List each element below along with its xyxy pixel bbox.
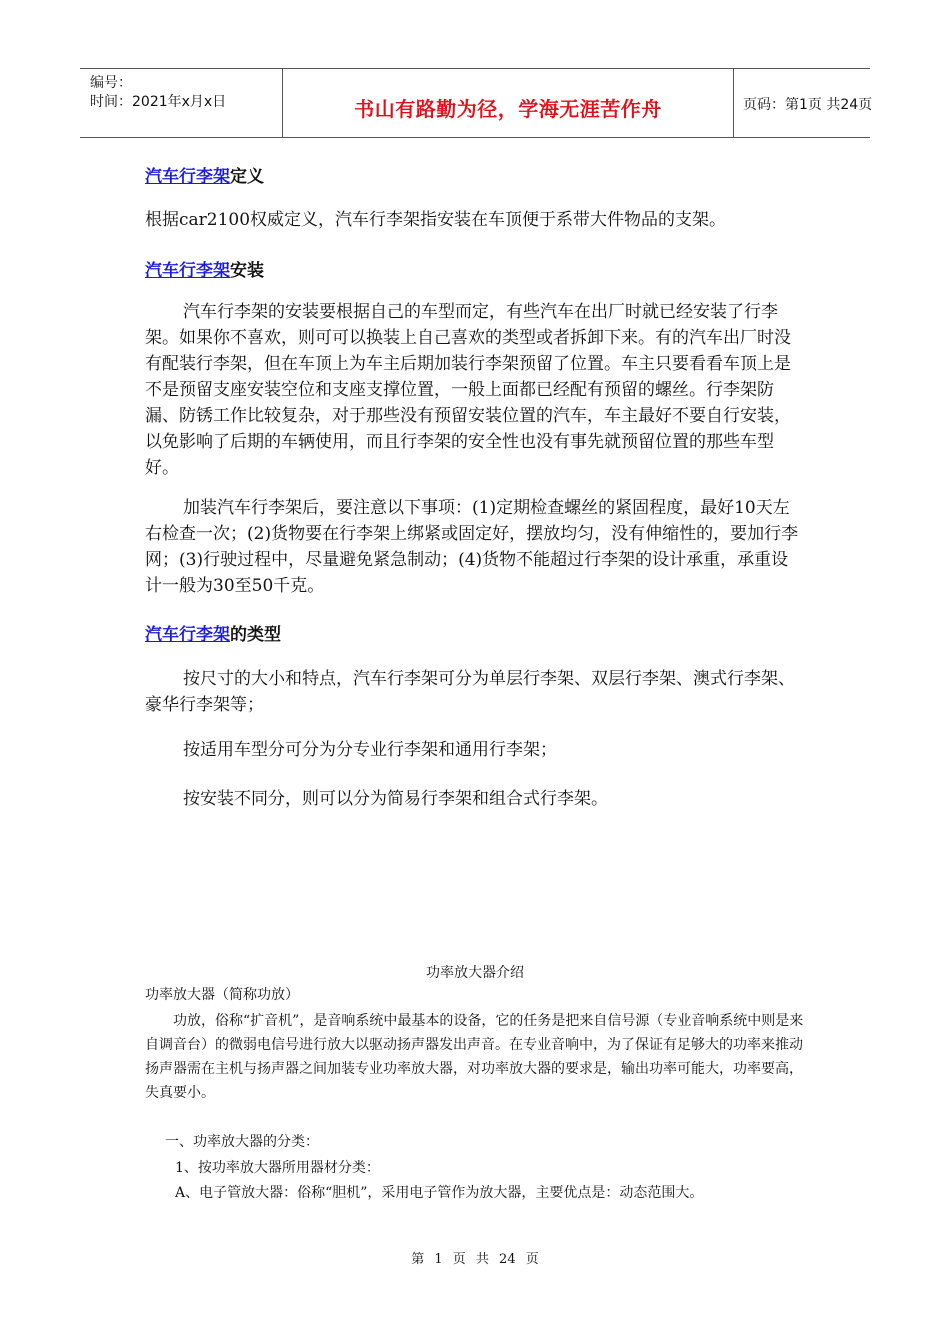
document-header	[80, 68, 873, 138]
heading-definition	[145, 162, 264, 187]
amp-title: 功率放大器介绍	[426, 965, 524, 981]
heading-definition-link[interactable]: 汽车行李架	[145, 167, 230, 187]
paragraph-type-2: 按适用车型分可分为分专业行李架和通用行李架；	[183, 740, 557, 760]
heading-types-link[interactable]: 汽车行李架	[145, 625, 230, 645]
paragraph-install-2: 加装汽车行李架后，要注意以下事项：(1)定期检查螺丝的紧固程度，最好10天左右检查一次；(2)货物要在行李架上绑紧或固定好，摆放均匀，没有伸缩性的，要加行李网；(3)行驶过程中，尽量避免紧急制动；(4)货物不能超过行李架的设计承重，承重设计一般为30至50千克。	[145, 498, 799, 596]
paragraph-definition: 根据car2100权威定义，汽车行李架指安装在车顶便于系带大件物品的支架。	[145, 210, 727, 230]
heading-definition-text: 定义	[230, 167, 264, 187]
header-motto-cell	[282, 69, 734, 137]
heading-types-text: 的类型	[230, 625, 281, 645]
heading-install-link[interactable]: 汽车行李架	[145, 261, 230, 281]
page-footer: 第 1 页 共 24 页	[411, 1252, 539, 1267]
time-label: 时间：2021年x月x日	[90, 94, 227, 110]
paragraph-type-3: 按安装不同分，则可以分为简易行李架和组合式行李架。	[183, 789, 608, 809]
amp-category-1: 1、按功率放大器所用器材分类：	[175, 1160, 380, 1176]
heading-install-text: 安装	[230, 261, 264, 281]
header-page-cell	[733, 69, 873, 137]
paragraph-install-1: 汽车行李架的安装要根据自己的车型而定，有些汽车在出厂时就已经安装了行李架。如果你不喜欢，则可可以换装上自己喜欢的类型或者拆卸下来。有的汽车出厂时没有配装行李架，但在车顶上为车主后期加装行李架预留了位置。车主只要看看车顶上是不是预留支座安装空位和支座支撑位置，一般上面都已经配有预留的螺丝。行李架防漏、防锈工作比较复杂，对于那些没有预留安装位置的汽车，车主最好不要自行安装，以免影响了后期的车辆使用，而且行李架的安全性也没有事先就预留位置的那些车型好。	[145, 302, 791, 478]
heading-types	[145, 620, 281, 645]
header-meta-cell	[80, 69, 282, 137]
page-number-label: 页码：第1页 共24页	[743, 97, 873, 113]
code-label: 编号：	[90, 75, 132, 91]
amp-category-heading: 一、功率放大器的分类：	[165, 1134, 319, 1150]
paragraph-type-1: 按尺寸的大小和特点，汽车行李架可分为单层行李架、双层行李架、澳式行李架、豪华行李架等；	[145, 669, 795, 715]
amp-category-a: A、电子管放大器：俗称“胆机”，采用电子管作为放大器，主要优点是：动态范围大。	[175, 1185, 704, 1201]
amp-subtitle: 功率放大器（简称功放）	[145, 987, 299, 1003]
heading-install	[145, 256, 264, 281]
amp-intro: 功放，俗称“扩音机”，是音响系统中最基本的设备，它的任务是把来自信号源（专业音响系统中则是来自调音台）的微弱电信号进行放大以驱动扬声器发出声音。在专业音响中，为了保证有足够大的功率来推动扬声器需在主机与扬声器之间加装专业功率放大器，对功率放大器的要求是，输出功率可能大，功率要高，失真要小。	[145, 1013, 804, 1101]
header-motto: 书山有路勤为径，学海无涯苦作舟	[354, 97, 662, 121]
